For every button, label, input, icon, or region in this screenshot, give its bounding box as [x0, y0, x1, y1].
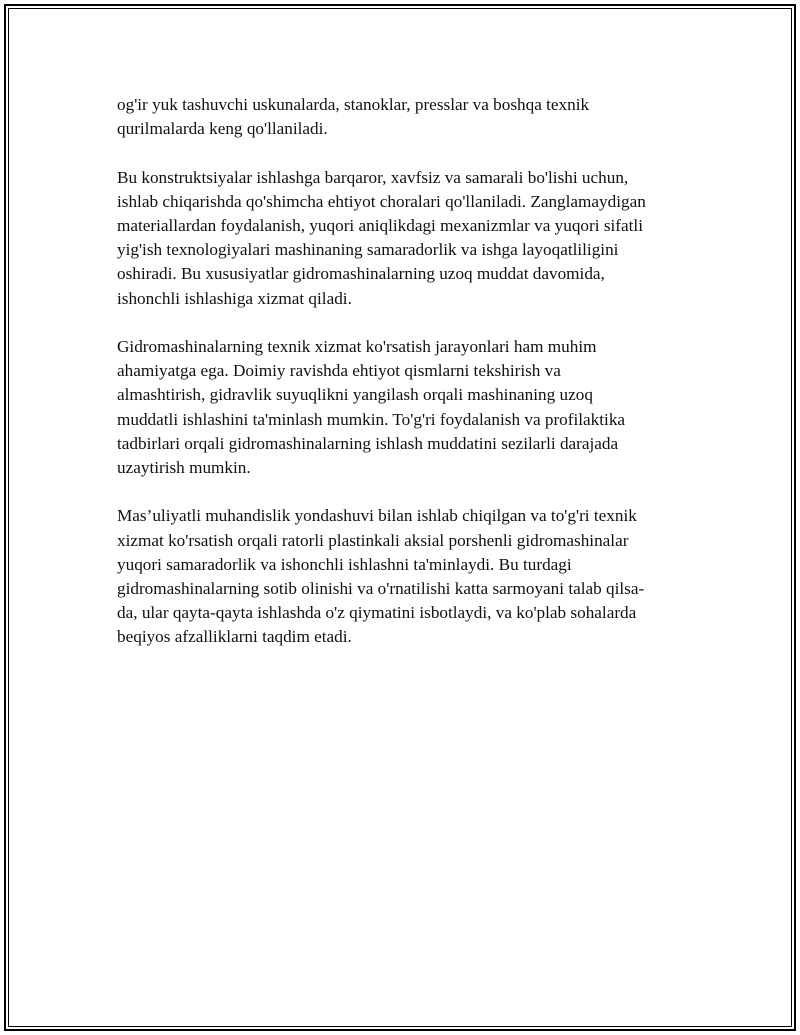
paragraph-4: Mas’uliyatli muhandislik yondashuvi bilan ishlab chiqilgan va to'g'ri texnik xizmat ko'rsatish orqali ratorli plastinkali aksial porshenli gidromashinalar yuqori samaradorlik va ishonchli ishlashni ta'minlaydi. Bu turdagi gidromashinalarning sotib olinishi va o'rnatilishi katta sarmoyani talab qilsa- da, ular qayta-qayta ishlashda o'z qiymatini isbotlaydi, va ko'plab sohalarda beqiyos afzalliklarni taqdim etadi. — [117, 506, 645, 647]
document-body — [117, 93, 687, 674]
paragraph-1: og'ir yuk tashuvchi uskunalarda, stanoklar, presslar va boshqa texnik qurilmalarda keng qo'llaniladi. — [117, 95, 590, 139]
paragraph-2: Bu konstruktsiyalar ishlashga barqaror, xavfsiz va samarali bo'lishi uchun, ishlab chiqarishda qo'shimcha ehtiyot choralari qo'llaniladi. Zanglamaydigan materiallardan foydalanish, yuqori aniqlikdagi mexanizmlar va yuqori sifatli yig'ish texnologiyalari mashinaning samaradorlik va ishga layoqatliligini oshiradi. Bu xususiyatlar gidromashinalarning uzoq muddat davomida, ishonchli ishlashiga xizmat qiladi. — [117, 167, 646, 308]
paragraph-3: Gidromashinalarning texnik xizmat ko'rsatish jarayonlari ham muhim ahamiyatga ega. Doimiy ravishda ehtiyot qismlarni tekshirish va almashtirish, gidravlik suyuqlikni yangilash orqali mashinaning uzoq muddatli ishlashini ta'minlash mumkin. To'g'ri foydalanish va profilaktika tadbirlari orqali gidromashinalarning ishlash muddatini sezilarli darajada uzaytirish mumkin. — [117, 337, 626, 478]
